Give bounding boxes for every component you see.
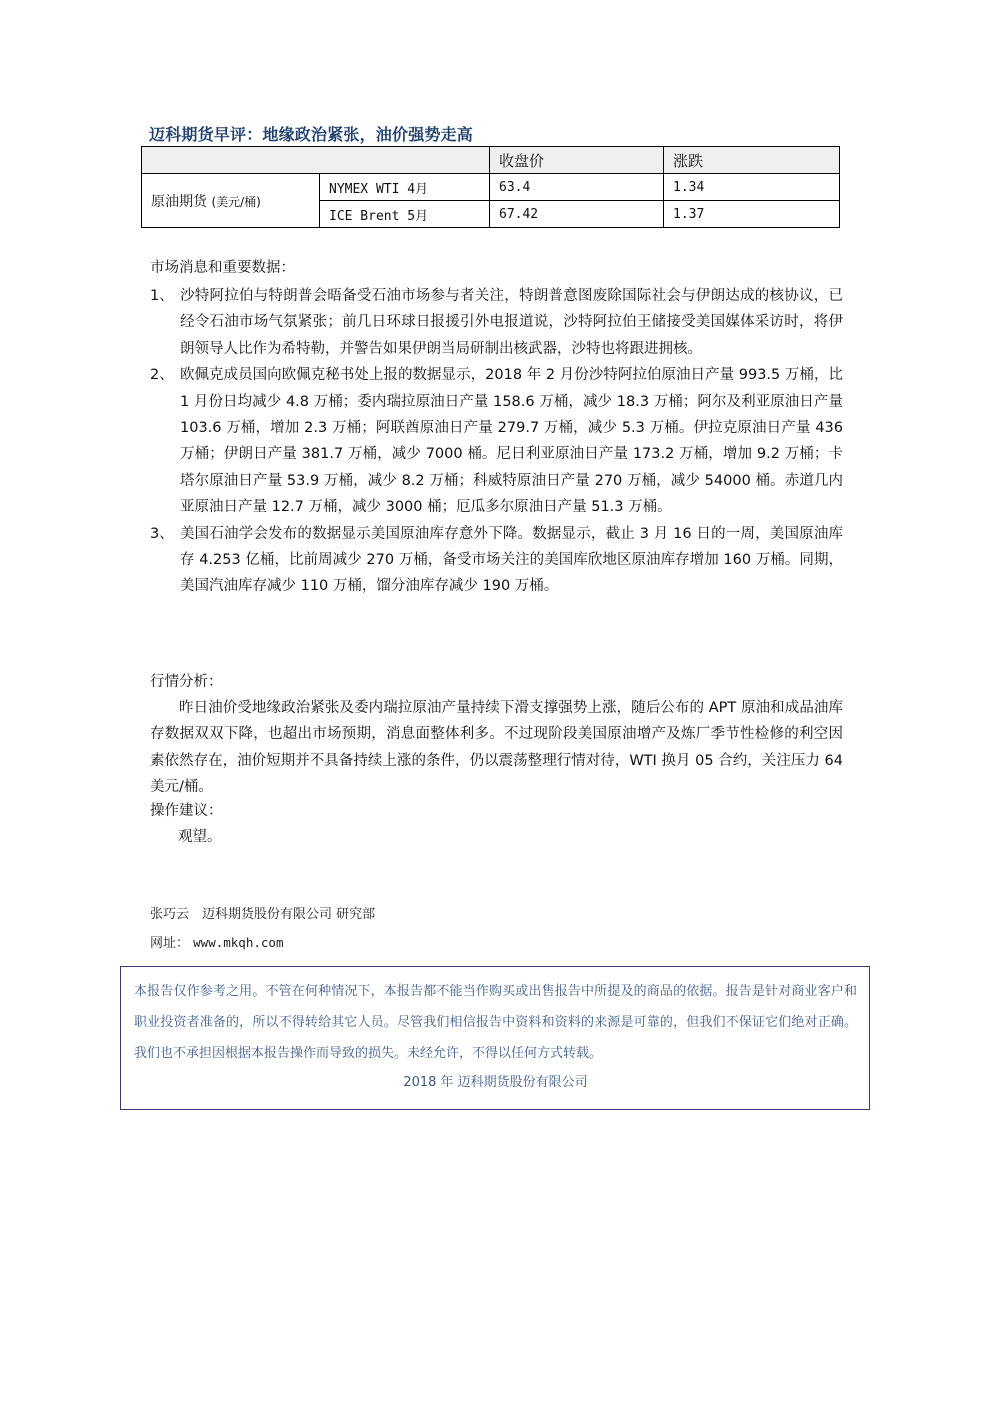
author-line: 张巧云 迈科期货股份有限公司 研究部 <box>150 907 376 922</box>
header-close-price: 收盘价 <box>490 147 664 174</box>
website-line <box>150 932 283 951</box>
report-title: 迈科期货早评：地缘政治紧张，油价强势走高 <box>149 125 474 144</box>
website-link[interactable]: www.mkqh.com <box>193 935 284 950</box>
list-item <box>150 521 843 600</box>
analysis-paragraph: 昨日油价受地缘政治紧张及委内瑞拉原油产量持续下滑支撑强势上涨，随后公布的 APT 原油和成品油库存数据双双下降，也超出市场预期，消息面整体利多。不过现阶段美国原油增产及炼厂季节性检修的利空因素依然存在，油价短期并不具备持续上涨的条件，仍以震荡整理行情对待，WTI 换月 05 合约，关注压力 64 美元/桶。 <box>150 700 843 796</box>
table-header-row <box>142 147 840 174</box>
website-label: 网址： <box>150 936 190 951</box>
list-item-number: 3、 <box>150 525 174 542</box>
news-list <box>150 283 843 600</box>
contract-name: ICE Brent 5月 <box>320 201 490 228</box>
header-blank-cell <box>142 147 490 174</box>
header-change: 涨跌 <box>664 147 840 174</box>
disclaimer-box <box>120 966 870 1110</box>
disclaimer-text: 本报告仅作参考之用。不管在何种情况下，本报告都不能当作购买或出售报告中所提及的商品的依据。报告是针对商业客户和职业投资者准备的，所以不得转给其它人员。尽管我们相信报告中资料和资料的来源是可靠的，但我们不保证它们绝对正确。我们也不承担因根据本报告操作而导致的损失。未经允许，不得以任何方式转载。 <box>134 984 857 1061</box>
disclaimer-company-line: 2018 年 迈科期货股份有限公司 <box>403 1075 588 1090</box>
price-change: 1.34 <box>664 174 840 201</box>
price-table <box>141 146 840 228</box>
list-item-text: 沙特阿拉伯与特朗普会晤备受石油市场参与者关注，特朗普意图废除国际社会与伊朗达成的核协议，已经令石油市场气氛紧张；前几日环球日报援引外电报道说，沙特阿拉伯王储接受美国媒体采访时，将伊朗领导人比作为希特勒，并警告如果伊朗当局研制出核武器，沙特也将跟进拥核。 <box>180 288 843 357</box>
advice-text: 观望。 <box>178 829 222 845</box>
list-item-number: 2、 <box>150 367 174 384</box>
close-price: 63.4 <box>490 174 664 201</box>
table-row <box>142 174 840 201</box>
list-item-number: 1、 <box>150 288 174 304</box>
category-cell <box>142 174 320 228</box>
list-item-text: 欧佩克成员国向欧佩克秘书处上报的数据显示，2018 年 2 月份沙特阿拉伯原油日产量 993.5 万桶，比 1 月份日均减少 4.8 万桶；委内瑞拉原油日产量 158.6 万桶，减少 18.3 万桶；阿尔及利亚原油日产量 103.6 万桶，增加 2.3 万桶；阿联酋原油日产量 279.7 万桶，减少 5.3 万桶。伊拉克原油日产量 436 万桶；伊朗日产量 381.7 万桶，减少 7000 桶。尼日利亚原油日产量 173.2 万桶，增加 9.2 万桶；卡塔尔原油日产量 53.9 万桶，减少 8.2 万桶；科威特原油日产量 270 万桶，减少 54000 桶。赤道几内亚原油日产量 12.7 万桶，减少 3000 桶；厄瓜多尔原油日产量 51.3 万桶。 <box>180 367 843 516</box>
price-change: 1.37 <box>664 201 840 228</box>
close-price: 67.42 <box>490 201 664 228</box>
list-item <box>150 362 843 520</box>
news-heading: 市场消息和重要数据： <box>150 260 295 276</box>
category-label: 原油期货 <box>151 193 207 210</box>
list-item-text: 美国石油学会发布的数据显示美国原油库存意外下降。数据显示，截止 3 月 16 日的一周，美国原油库存 4.253 亿桶，比前周减少 270 万桶，备受市场关注的美国库欣地区原油库存增加 160 万桶。同期，美国汽油库存减少 110 万桶，馏分油库存减少 190 万桶。 <box>180 525 843 595</box>
analysis-heading: 行情分析： <box>150 674 223 690</box>
category-unit: (美元/桶) <box>211 194 261 209</box>
list-item <box>150 283 843 362</box>
contract-name: NYMEX WTI 4月 <box>320 174 490 201</box>
advice-heading: 操作建议： <box>150 803 223 819</box>
